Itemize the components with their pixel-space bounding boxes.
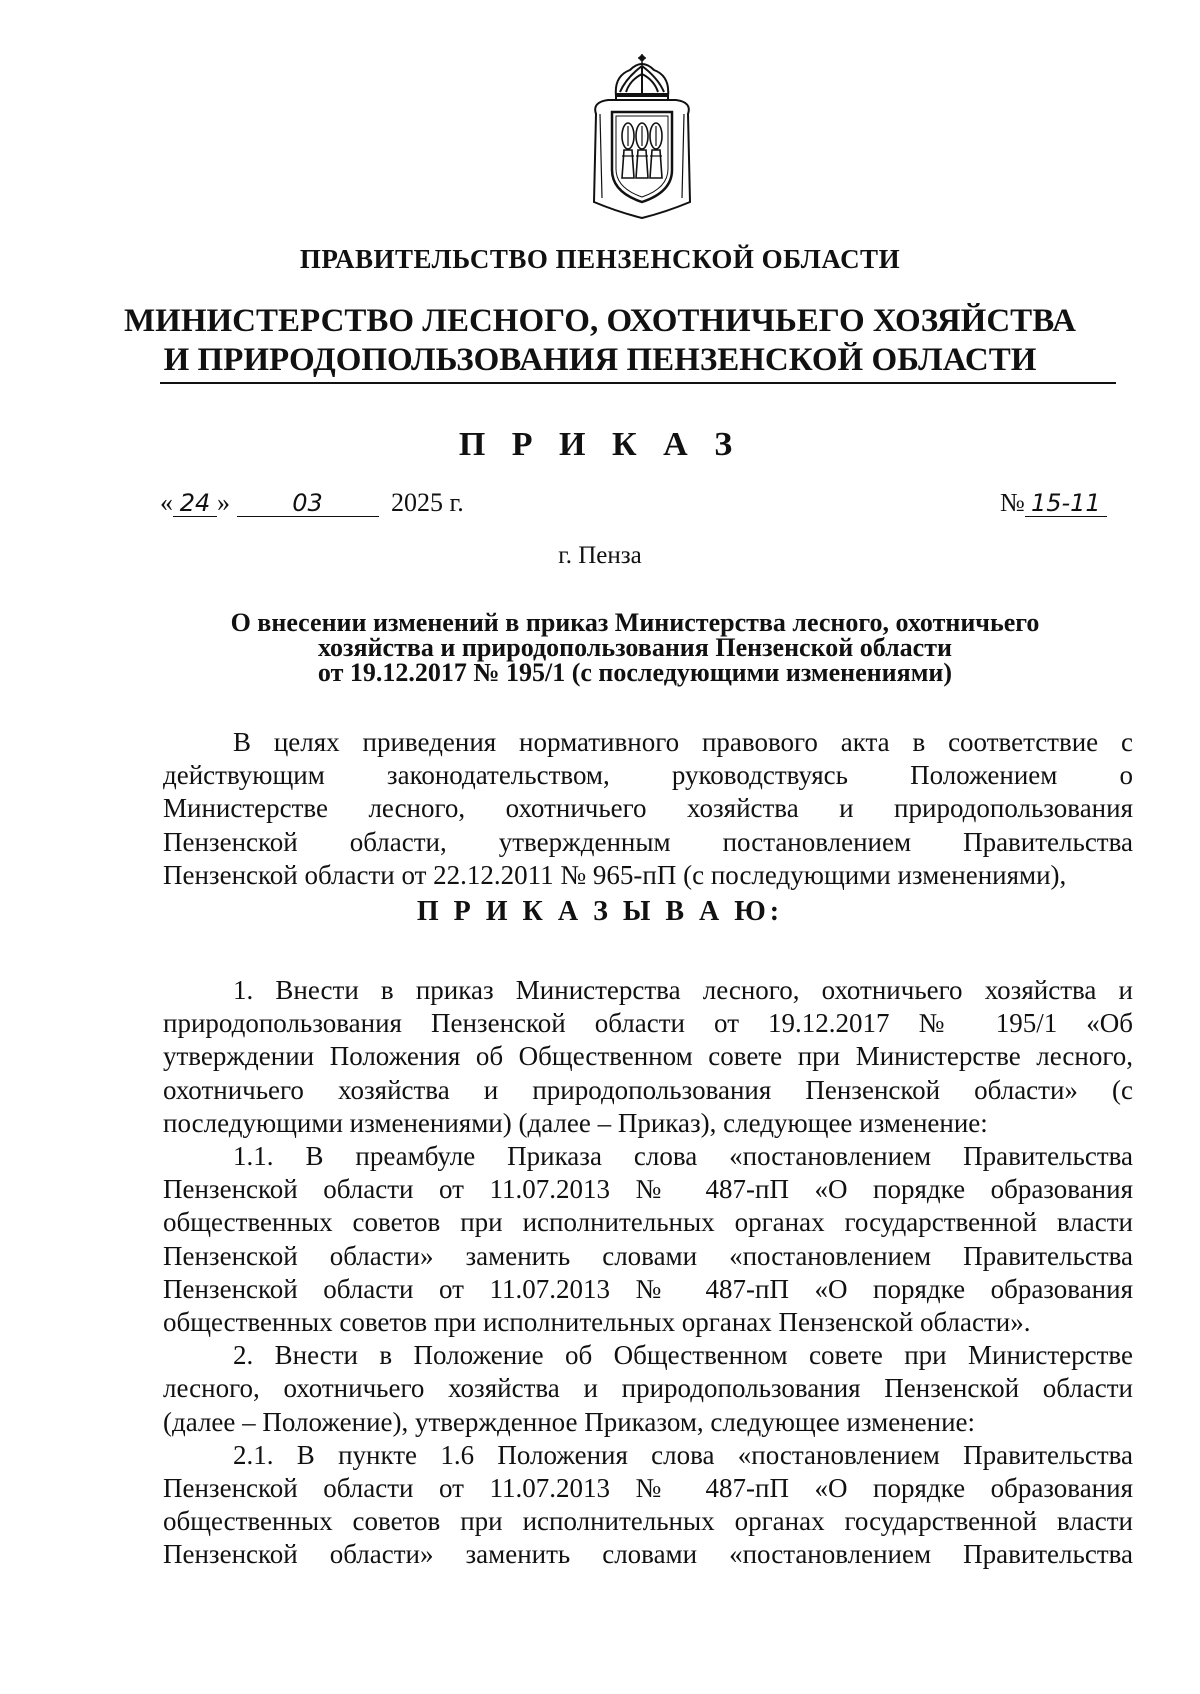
text-line: природопользования Пензенской области от 19.12.2017 № 195/1 «Об: [163, 1008, 1133, 1039]
text-line: охотничьего хозяйства и природопользования Пензенской области» (с: [163, 1074, 1133, 1105]
date-month: 03: [237, 490, 379, 517]
text-line: В целях приведения нормативного правового акта в соответствие с: [233, 727, 1133, 757]
ministry-title-line: МИНИСТЕРСТВО ЛЕСНОГО, ОХОТНИЧЬЕГО ХОЗЯЙСТВА: [124, 303, 1076, 339]
date-close-quote: »: [217, 488, 230, 517]
document-subject: [150, 610, 1120, 685]
penza-coat-of-arms-icon: [586, 52, 698, 220]
text-line: (далее – Положение), утвержденное Приказом, следующее изменение:: [163, 1406, 976, 1437]
ministry-title-line: И ПРИРОДОПОЛЬЗОВАНИЯ ПЕНЗЕНСКОЙ ОБЛАСТИ: [163, 342, 1037, 378]
text-line: действующим законодательством, руководствуясь Положением о: [163, 760, 1133, 791]
text-line: Пензенской области от 11.07.2013 № 487-пП «О порядке образования: [163, 1174, 1133, 1205]
ministry-title: [0, 302, 1200, 380]
preamble-paragraph: [163, 726, 1133, 892]
date-open-quote: «: [160, 488, 173, 517]
text-line: Пензенской области» заменить словами «постановлением Правительства: [163, 1539, 1133, 1570]
document-date: [160, 488, 464, 518]
subject-line: О внесении изменений в приказ Министерства лесного, охотничьего: [230, 608, 1040, 637]
text-line: общественных советов при исполнительных органах государственной власти: [163, 1207, 1133, 1238]
text-line: последующими изменениями) (далее – Приказ), следующее изменение:: [163, 1107, 988, 1138]
text-line: общественных советов при исполнительных органах Пензенской области».: [163, 1307, 1031, 1338]
date-year: 2025 г.: [391, 488, 464, 517]
text-line: 2.1. В пункте 1.6 Положения слова «постановлением Правительства: [233, 1439, 1133, 1470]
text-line: Пензенской области» заменить словами «постановлением Правительства: [163, 1240, 1133, 1271]
text-line: Пензенской области, утвержденным постановлением Правительства: [163, 826, 1133, 857]
text-line: 2. Внести в Положение об Общественном совете при Министерстве: [233, 1340, 1133, 1371]
text-line: Пензенской области от 22.12.2011 № 965-пП (с последующими изменениями),: [163, 859, 1067, 890]
date-day: 24: [173, 490, 217, 517]
text-line: Пензенской области от 11.07.2013 № 487-пП «О порядке образования: [163, 1273, 1133, 1304]
document-number: [1000, 488, 1107, 518]
subject-line: хозяйства и природопользования Пензенской области: [318, 633, 952, 662]
government-title: ПРАВИТЕЛЬСТВО ПЕНЗЕНСКОЙ ОБЛАСТИ: [299, 244, 901, 274]
text-line: 1. Внести в приказ Министерства лесного, охотничьего хозяйства и: [233, 975, 1133, 1005]
document-type: П Р И К А З: [458, 426, 742, 463]
text-line: общественных советов при исполнительных органах государственной власти: [163, 1506, 1133, 1537]
number-value: 15-11: [1025, 490, 1107, 517]
text-line: 1.1. В преамбуле Приказа слова «постановлением Правительства: [233, 1141, 1133, 1172]
order-word: П Р И К А З Ы В А Ю:: [416, 896, 784, 927]
text-line: Пензенской области от 11.07.2013 № 487-пП «О порядке образования: [163, 1473, 1133, 1504]
text-line: утверждении Положения об Общественном совете при Министерстве лесного,: [163, 1041, 1133, 1072]
order-items: [163, 974, 1133, 1572]
header-divider: [160, 382, 1116, 384]
number-label: №: [1000, 488, 1025, 517]
text-line: лесного, охотничьего хозяйства и природопользования Пензенской области: [163, 1373, 1133, 1404]
document-place: г. Пенза: [558, 542, 642, 569]
text-line: Министерстве лесного, охотничьего хозяйства и природопользования: [163, 793, 1133, 824]
subject-line: от 19.12.2017 № 195/1 (с последующими изменениями): [317, 658, 953, 687]
